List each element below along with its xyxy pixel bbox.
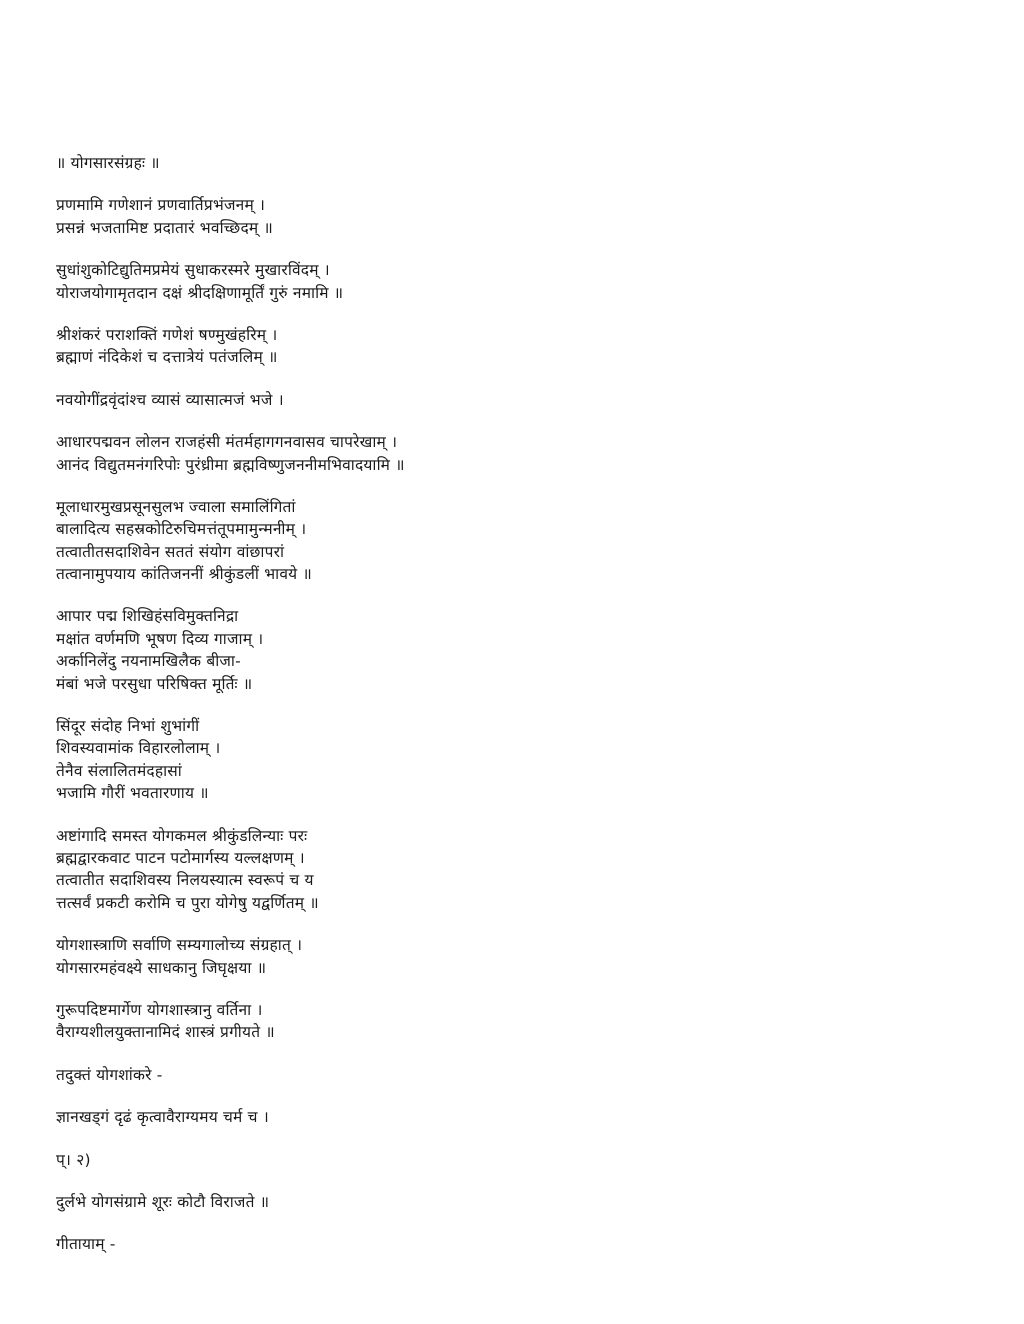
verse-stanza (56, 605, 996, 695)
verse-line: तत्वातीत सदाशिवस्य निलयस्यात्म स्वरूपं च य (56, 871, 314, 890)
verse-line: योगशास्त्राणि सर्वाणि सम्यगालोच्य संग्रहात् । (56, 936, 303, 955)
verse-stanza (56, 431, 996, 476)
verse-line: आनंद विद्युतमनंगरिपोः पुरंध्रीमा ब्रह्मविष्णुजननीमभिवादयामि ॥ (56, 455, 405, 474)
verse-stanza (56, 496, 996, 586)
verse-stanza (56, 1106, 996, 1128)
verse-stanza (56, 825, 996, 915)
verse-line: वैराग्यशीलयुक्तानामिदं शास्त्रं प्रगीयते ॥ (56, 1023, 275, 1042)
verse-line: तत्वानामुपयाय कांतिजननीं श्रीकुंडलीं भावये ॥ (56, 565, 312, 584)
verse-line: आपार पद्म शिखिहंसविमुक्तनिद्रा (56, 607, 239, 626)
verse-stanza (56, 194, 996, 239)
verse-line: प्रणमामि गणेशानं प्रणवार्तिप्रभंजनम् । (56, 196, 266, 215)
verse-line: योगसारमहंवक्ष्ये साधकानु जिघृक्षया ॥ (56, 958, 267, 977)
verse-line: सिंदूर संदोह निभां शुभांगीं (56, 717, 200, 736)
verse-line: मक्षांत वर्णमणि भूषण दिव्य गाजाम् । (56, 629, 264, 648)
verse-line: भजामि गौरीं भवतारणाय ॥ (56, 784, 209, 803)
verse-stanza (56, 715, 996, 805)
title-line (56, 152, 996, 174)
verse-line: तेनैव संलालितमंदहासां (56, 761, 182, 780)
verse-line: ब्रह्माणं नंदिकेशं च दत्तात्रेयं पतंजलिम् ॥ (56, 348, 278, 367)
verse-line: मूलाधारमुखप्रसूनसुलभ ज्वाला समालिंगितां (56, 497, 296, 516)
verse-line: ॥ योगसारसंग्रहः ॥ (56, 154, 160, 172)
verse-line: सुधांशुकोटिद्युतिमप्रमेयं सुधाकरस्मरे मुखारविंदम् । (56, 261, 330, 280)
verse-stanza (56, 1064, 996, 1086)
verse-line: श्रीशंकरं पराशक्तिं गणेशं षण्मुखंहरिम् । (56, 325, 278, 344)
verse-stanza (56, 259, 996, 304)
verse-line: योराजयोगामृतदान दक्षं श्रीदक्षिणामूर्तिं गुरुं नमामि ॥ (56, 283, 344, 302)
verse-line: त्तत्सर्वं प्रकटी करोमि च पुरा योगेषु यद्वर्णितम् ॥ (56, 893, 319, 912)
verse-line: अष्टांगादि समस्त योगकमल श्रीकुंडलिन्याः परः (56, 826, 308, 845)
page-marker (56, 1149, 996, 1171)
verse-stanza (56, 324, 996, 369)
verse-line: नवयोगींद्रवृंदांश्च व्यासं व्यासात्मजं भजे । (56, 390, 284, 409)
verse-line: ब्रह्मद्वारकवाट पाटन पटोमार्गस्य यल्लक्षणम् । (56, 848, 305, 867)
verse-line: गीतायाम् - (56, 1235, 116, 1254)
verse-stanza (56, 999, 996, 1044)
verse-line: आधारपद्मवन लोलन राजहंसी मंतर्महागगनवासव चापरेखाम् । (56, 433, 398, 452)
page-marker-text: प्। २) (56, 1150, 91, 1169)
verse-line: अर्कानिलेंदु नयनामखिलैक बीजा- (56, 652, 241, 671)
verse-line: तदुक्तं योगशांकरे - (56, 1065, 163, 1084)
verse-line: मंबां भजे परसुधा परिषिक्त मूर्तिः ॥ (56, 674, 253, 693)
verse-stanza (56, 1191, 996, 1213)
verse-line: प्रसन्नं भजतामिष्ट प्रदातारं भवच्छिदम् ॥ (56, 218, 273, 237)
verse-line: दुर्लभे योगसंग्रामे शूरः कोटौ विराजते ॥ (56, 1192, 270, 1211)
verse-line: शिवस्यवामांक विहारलोलाम् । (56, 739, 221, 758)
verse-line: बालादित्य सहस्रकोटिरुचिमत्तंतूपमामुन्मनीम् । (56, 520, 307, 539)
verse-line: तत्वातीतसदाशिवेन सततं संयोग वांछापरां (56, 542, 285, 561)
verse-stanza (56, 1233, 996, 1255)
verse-line: गुरूपदिष्टमार्गेण योगशास्त्रानु वर्तिना । (56, 1000, 263, 1019)
verse-stanza (56, 934, 996, 979)
verse-line: ज्ञानखड्गं दृढं कृत्वावैराग्यमय चर्म च । (56, 1108, 269, 1127)
document-page (56, 152, 996, 1276)
verse-stanza (56, 389, 996, 411)
